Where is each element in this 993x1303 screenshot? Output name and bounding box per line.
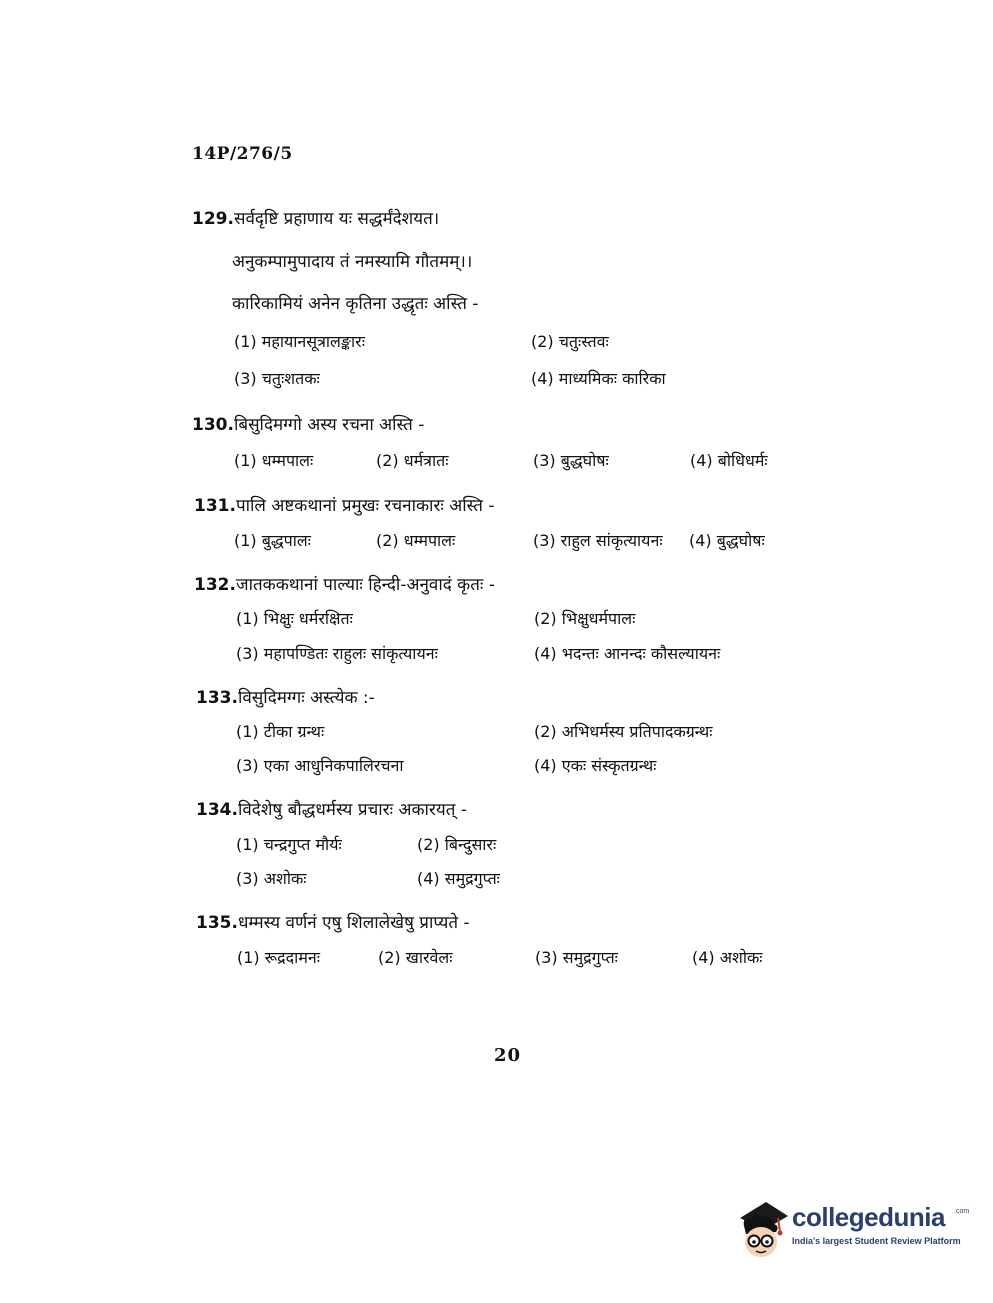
question-text: धम्मस्य वर्णनं एषु शिलालेखेषु प्राप्यते - [237, 913, 470, 933]
question-134-stem [196, 797, 467, 820]
option-134-1: (1) चन्द्रगुप्त मौर्यः [236, 835, 342, 854]
question-132-stem [194, 572, 495, 595]
question-number: 130. [192, 415, 234, 435]
logo-tagline: India's largest Student Review Platform [792, 1236, 961, 1246]
question-130-stem [192, 412, 424, 435]
logo-wordmark: collegedunia [792, 1202, 945, 1232]
option-131-2: (2) धम्मपालः [376, 531, 456, 550]
option-132-3: (3) महापण्डितः राहुलः सांकृत्यायनः [236, 644, 438, 663]
option-129-1: (1) महायानसूत्रालङ्कारः [234, 332, 365, 351]
option-132-1: (1) भिक्षुः धर्मरक्षितः [236, 609, 353, 628]
paper-code: 14P/276/5 [192, 144, 293, 164]
question-number: 132. [194, 575, 236, 595]
question-133-stem [196, 685, 375, 708]
option-135-4: (4) अशोकः [692, 948, 763, 967]
option-132-4: (4) भदन्तः आनन्दः कौसल्यायनः [534, 644, 721, 663]
option-134-4: (4) समुद्रगुप्तः [417, 869, 500, 888]
question-129-stem [192, 206, 439, 229]
option-135-3: (3) समुद्रगुप्तः [535, 948, 618, 967]
option-133-4: (4) एकः संस्कृतग्रन्थः [534, 756, 657, 775]
option-129-2: (2) चतुःस्तवः [531, 332, 609, 351]
option-129-3: (3) चतुःशतकः [234, 369, 320, 388]
question-number: 135. [196, 913, 238, 933]
option-133-1: (1) टीका ग्रन्थः [236, 722, 325, 741]
option-132-2: (2) भिक्षुधर्मपालः [534, 609, 636, 628]
logo-domain: .com [954, 1208, 970, 1215]
question-number: 131. [194, 496, 236, 516]
question-text: बिसुदिमग्गो अस्य रचना अस्ति - [233, 415, 425, 435]
mascot-icon [734, 1196, 790, 1264]
option-131-3: (3) राहुल सांकृत्यायनः [533, 531, 663, 550]
option-133-2: (2) अभिधर्मस्य प्रतिपादकग्रन्थः [534, 722, 713, 741]
question-text: जातककथानां पाल्याः हिन्दी-अनुवादं कृतः - [235, 575, 495, 595]
option-131-4: (4) बुद्धघोषः [689, 531, 765, 550]
question-131-stem [194, 493, 494, 516]
page-number: 20 [494, 1045, 522, 1066]
option-130-1: (1) धम्मपालः [234, 451, 314, 470]
question-text: विदेशेषु बौद्धधर्मस्य प्रचारः अकारयत् - [237, 800, 467, 820]
question-number: 129. [192, 209, 234, 229]
question-number: 133. [196, 688, 238, 708]
question-135-stem [196, 910, 470, 933]
option-135-2: (2) खारवेलः [378, 948, 453, 967]
option-134-3: (3) अशोकः [236, 869, 307, 888]
option-130-2: (2) धर्मत्रातः [376, 451, 449, 470]
question-129-verse: अनुकम्पामुपादाय तं नमस्यामि गौतमम्।। [232, 252, 473, 272]
question-text: विसुदिमग्गः अस्त्येक :- [237, 688, 375, 708]
option-130-4: (4) बोधिधर्मः [690, 451, 768, 470]
option-135-1: (1) रूद्रदामनः [237, 948, 320, 967]
collegedunia-logo [734, 1196, 970, 1266]
question-129-prompt: कारिकामियं अनेन कृतिना उद्धृतः अस्ति - [232, 294, 479, 314]
option-133-3: (3) एका आधुनिकपालिरचना [236, 756, 404, 775]
option-129-4: (4) माध्यमिकः कारिका [531, 369, 666, 388]
option-130-3: (3) बुद्धघोषः [533, 451, 609, 470]
question-text: सर्वदृष्टि प्रहाणाय यः सद्धर्मंदेशयत। [233, 209, 440, 229]
option-131-1: (1) बुद्धपालः [234, 531, 311, 550]
question-text: पालि अष्टकथानां प्रमुखः रचनाकारः अस्ति - [235, 496, 495, 516]
option-134-2: (2) बिन्दुसारः [417, 835, 497, 854]
question-number: 134. [196, 800, 238, 820]
